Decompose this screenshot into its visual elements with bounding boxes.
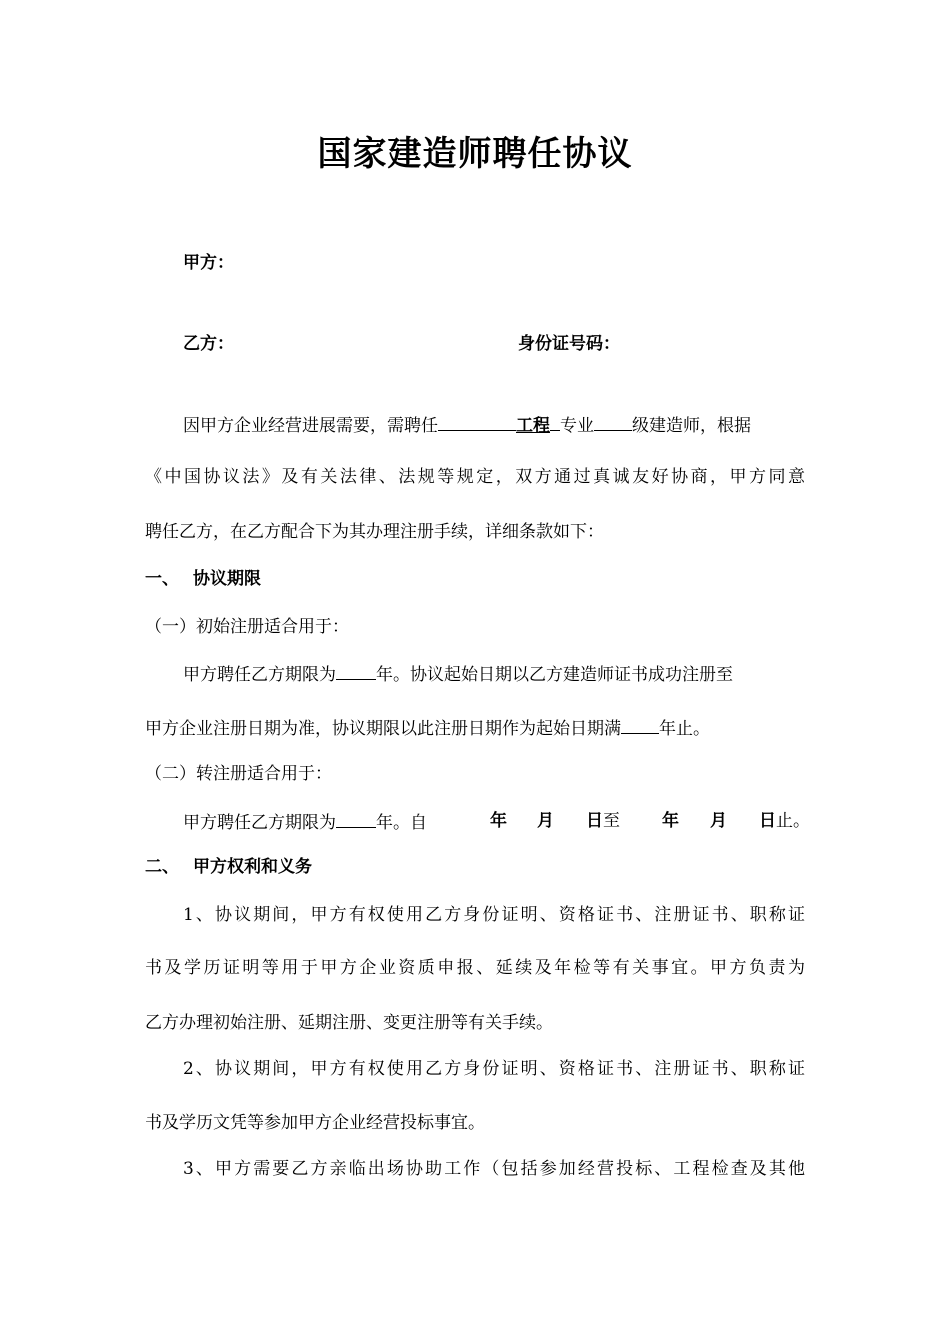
start-day: 日 xyxy=(586,811,603,831)
blank-years-2 xyxy=(621,715,659,734)
item-3-line-1: 3、甲方需要乙方亲临出场协助工作（包括参加经营投标、工程检查及其他 xyxy=(183,1159,805,1179)
field-value: 工程 xyxy=(516,416,550,436)
section-1-number: 一、 xyxy=(145,569,179,589)
party-a-label: 甲方： xyxy=(183,253,234,273)
item-2-line-2: 书及学历文凭等参加甲方企业经营投标事宜。 xyxy=(145,1113,485,1133)
document-title: 国家建造师聘任协议 xyxy=(317,134,633,174)
blank-years-1 xyxy=(336,661,376,680)
p2-text-a: 甲方聘任乙方期限为 xyxy=(183,813,336,833)
end-day: 日 xyxy=(759,811,776,831)
to-text: 至 xyxy=(603,811,620,831)
item-2-line-1: 2、协议期间，甲方有权使用乙方身份证明、资格证书、注册证书、职称证 xyxy=(183,1059,805,1079)
p1-text-d: 年止。 xyxy=(659,719,710,739)
section-1-p1-line-1 xyxy=(183,661,733,687)
section-2-number: 二、 xyxy=(145,857,179,877)
section-1-sub-2: （二）转注册适合用于： xyxy=(145,764,332,784)
start-month: 月 xyxy=(537,811,554,831)
section-1-p2-line xyxy=(183,809,427,835)
item-1-line-3: 乙方办理初始注册、延期注册、变更注册等有关手续。 xyxy=(145,1013,553,1033)
end-year: 年 xyxy=(662,811,679,831)
end-month: 月 xyxy=(710,811,727,831)
p1-text-a: 甲方聘任乙方期限为 xyxy=(183,665,336,685)
end-text: 止。 xyxy=(776,811,810,831)
intro-text-a: 因甲方企业经营进展需要，需聘任 xyxy=(183,416,438,436)
section-1-p1-line-2 xyxy=(145,715,710,741)
item-1-line-2: 书及学历证明等用于甲方企业资质申报、延续及年检等有关事宜。甲方负责为 xyxy=(145,958,805,978)
blank-years-3 xyxy=(336,809,376,828)
party-b-label: 乙方： xyxy=(183,334,234,354)
p1-text-b: 年。协议起始日期以乙方建造师证书成功注册至 xyxy=(376,665,733,685)
blank-level xyxy=(594,412,632,431)
intro-text-b: 专业 xyxy=(560,416,594,436)
section-1-sub-1: （一）初始注册适合用于： xyxy=(145,617,349,637)
blank-field-suffix xyxy=(550,412,560,431)
p1-text-c: 甲方企业注册日期为准，协议期限以此注册日期作为起始日期满 xyxy=(145,719,621,739)
section-1-title: 协议期限 xyxy=(193,569,261,589)
id-number-label: 身份证号码： xyxy=(518,334,620,354)
intro-line-2: 《中国协议法》及有关法律、法规等规定，双方通过真诚友好协商，甲方同意 xyxy=(145,467,805,487)
intro-line-1 xyxy=(183,412,751,438)
item-1-line-1: 1、协议期间，甲方有权使用乙方身份证明、资格证书、注册证书、职称证 xyxy=(183,905,805,925)
intro-text-c: 级建造师，根据 xyxy=(632,416,751,436)
p2-text-b: 年。自 xyxy=(376,813,427,833)
intro-line-3: 聘任乙方，在乙方配合下为其办理注册手续，详细条款如下： xyxy=(145,522,604,542)
blank-field-prefix xyxy=(438,412,516,431)
section-2-title: 甲方权利和义务 xyxy=(193,857,312,877)
start-year: 年 xyxy=(490,811,507,831)
